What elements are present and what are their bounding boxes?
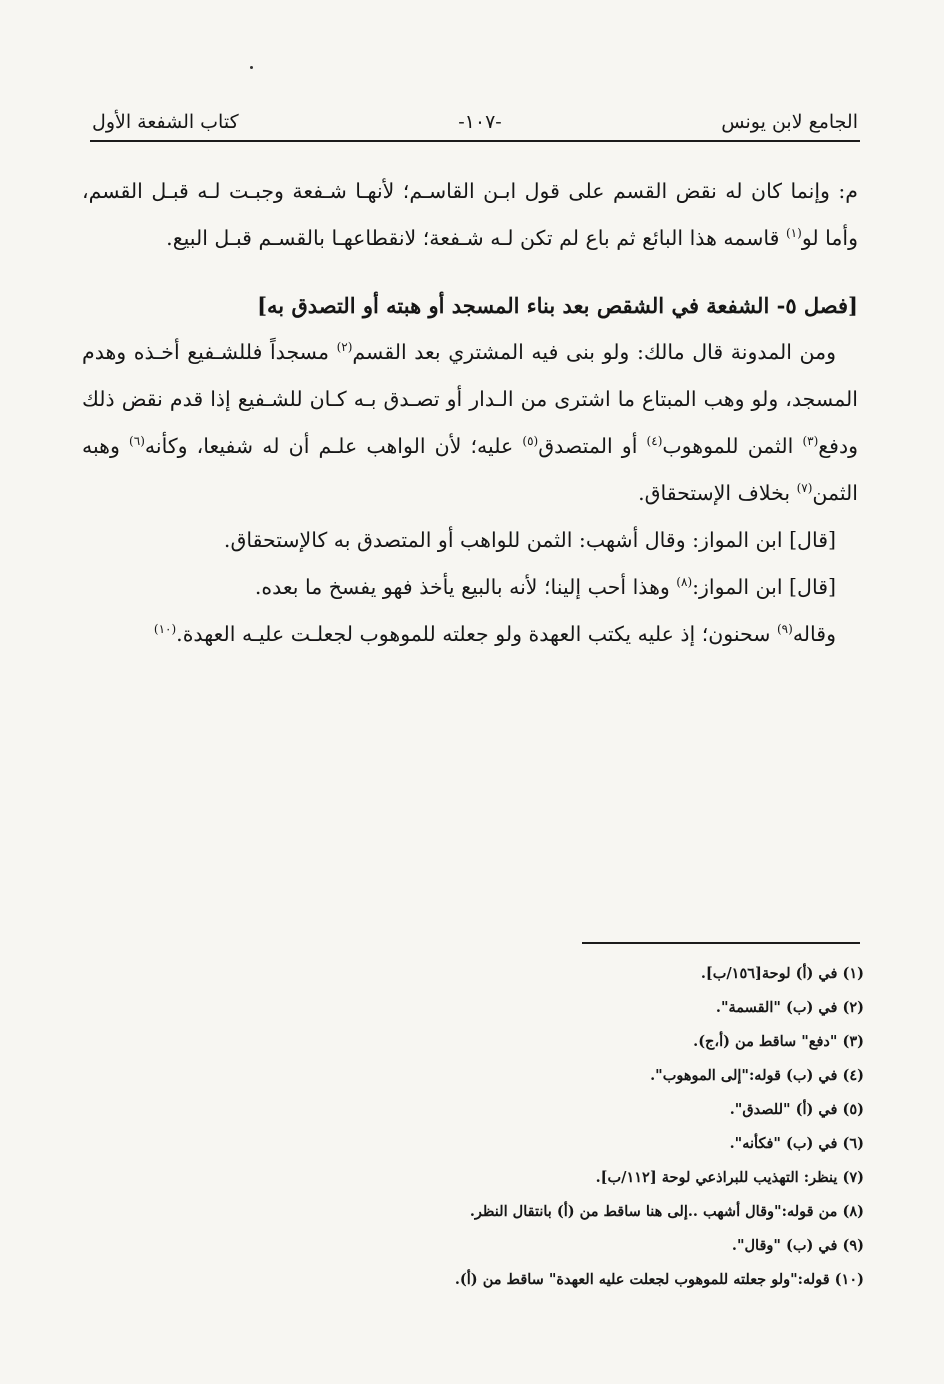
header-chapter-title: كتاب الشفعة الأول [92, 111, 239, 133]
page-header [92, 105, 858, 139]
footnote-10: (١٠) قوله:"ولو جعلته للموهوب لجعلت عليه العهدة" ساقط من (أ). [454, 1271, 864, 1288]
footnote-separator [582, 942, 860, 944]
paragraph-2-text-f: وهبه الثمن [82, 434, 858, 505]
footnote-8: (٨) من قوله:"وقال أشهب ..إلى هنا ساقط من (أ) بانتقال النظر. [469, 1203, 864, 1220]
paragraph-4-text-b: وهذا أحب إلينا؛ لأنه بالبيع يأخذ فهو يفسخ ما بعده. [254, 575, 677, 599]
footnote-ref-4: (٤) [646, 434, 663, 449]
paragraph-2-text-a: ومن المدونة قال مالك: ولو بنى فيه المشتري بعد القسم [352, 340, 836, 364]
footnote-6: (٦) في (ب) "فكأنه". [729, 1135, 864, 1152]
main-text [82, 168, 858, 658]
footnote-3: (٣) "دفع" ساقط من (أ،ج). [693, 1033, 864, 1050]
footnote-2: (٢) في (ب) "القسمة". [715, 999, 864, 1016]
footnote-ref-8: (٨) [676, 575, 693, 590]
paragraph-4 [82, 564, 858, 611]
paragraph-4-text-a: [قال] ابن المواز: [692, 575, 836, 599]
footnote-4: (٤) في (ب) قوله:"إلى الموهوب". [650, 1067, 864, 1084]
footnote-5: (٥) في (أ) "للصدق". [729, 1101, 864, 1118]
paragraph-5-text-b: سحنون؛ إذ عليه يكتب العهدة ولو جعلته للموهوب لجعلـت عليـه العهدة. [176, 622, 777, 646]
paragraph-2-text-e: عليه؛ لأن الواهب علـم أن له شفيعا، وكأنه [144, 434, 523, 458]
paragraph-1 [82, 168, 858, 262]
scan-speck [250, 66, 253, 69]
paragraph-1-text-b: قاسمه هذا البائع ثم باع لم تكن لـه شـفعة؛ لانقطاعهـا بالقسـم قبـل البيع. [166, 226, 786, 250]
header-book-title: الجامع لابن يونس [721, 111, 858, 133]
footnote-ref-1: (١) [785, 226, 802, 241]
paragraph-2-text-b: مسجداً فللشـفيع أخـذه وهدم المسجد، ولو وهب المبتاع ما اشترى من الـدار أو تصـدق بـه كـان للشـفيع إذا قدم نقض ذلك ودفع [82, 340, 859, 458]
footnote-ref-5: (٥) [522, 434, 539, 449]
paragraph-2-text-g: بخلاف الإستحقاق. [638, 481, 797, 505]
footnotes [360, 957, 864, 1297]
footnote-ref-9: (٩) [776, 622, 793, 637]
footnote-7: (٧) ينظر: التهذيب للبراذعي لوحة [١١٢/ب]. [595, 1169, 864, 1186]
paragraph-2 [82, 329, 858, 517]
paragraph-5 [82, 611, 858, 658]
footnote-ref-10: (١٠) [153, 622, 177, 637]
paragraph-2-text-c: الثمن للموهوب [662, 434, 803, 458]
paragraph-2-text-d: أو المتصدق [538, 434, 647, 458]
footnote-ref-2: (٢) [336, 340, 353, 355]
section-heading: [فصل ٥- الشفعة في الشقص بعد بناء المسجد أو هبته أو التصدق به] [257, 293, 858, 318]
footnote-ref-3: (٣) [802, 434, 819, 449]
paragraph-3: [قال] ابن المواز: وقال أشهب: الثمن للواهب أو المتصدق به كالإستحقاق. [223, 528, 836, 552]
footnote-1: (١) في (أ) لوحة[١٥٦/ب]. [700, 965, 864, 982]
paragraph-5-text-a: وقاله [792, 622, 836, 646]
page-number: -١٠٧- [458, 111, 502, 133]
footnote-ref-6: (٦) [129, 434, 145, 449]
footnote-9: (٩) في (ب) "وقال". [731, 1237, 864, 1254]
header-rule [90, 140, 860, 142]
paragraph-1-text-a: م: وإنما كان له نقض القسم على قول ابـن القاسـم؛ لأنهـا شـفعة وجبـت لـه قبـل القسم، وأما لو [82, 179, 858, 250]
footnote-ref-7: (٧) [796, 481, 813, 496]
